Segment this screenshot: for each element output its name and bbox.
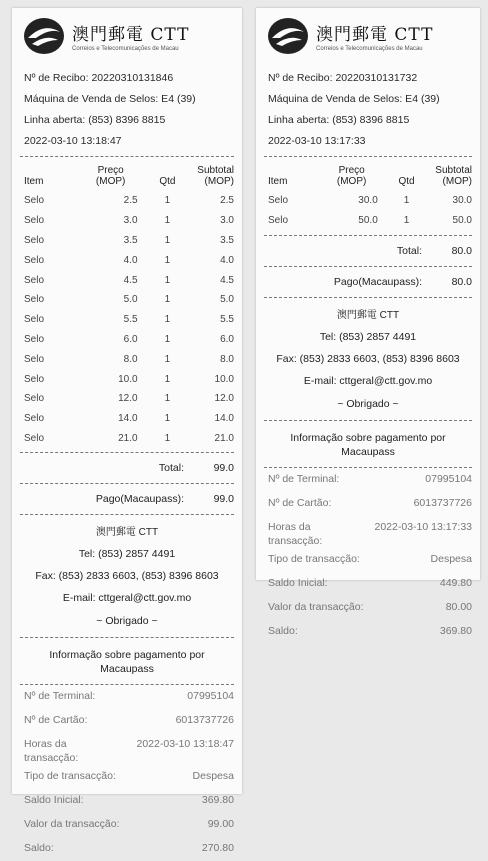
row-price: 30.0 bbox=[358, 195, 378, 207]
items-table bbox=[12, 161, 242, 448]
ctt-logo bbox=[12, 8, 242, 60]
table-row bbox=[12, 349, 242, 369]
total-row bbox=[256, 240, 480, 262]
row-qty: 1 bbox=[164, 215, 171, 227]
row-price: 21.0 bbox=[118, 432, 138, 444]
row-qty: 1 bbox=[164, 432, 171, 444]
card-label: Nº de Cartão: bbox=[268, 496, 332, 509]
table-header bbox=[256, 161, 480, 191]
receipt-info bbox=[12, 60, 242, 152]
row-item: Selo bbox=[24, 215, 45, 227]
table-row bbox=[12, 330, 242, 350]
row-subtotal: 3.0 bbox=[220, 215, 234, 227]
row-price: 6.0 bbox=[123, 333, 138, 345]
header-price: Preço (MOP) bbox=[336, 165, 367, 187]
table-row bbox=[12, 211, 242, 231]
header-price: Preço (MOP) bbox=[95, 165, 126, 187]
row-subtotal: 4.0 bbox=[220, 254, 234, 266]
time-value: 2022-03-10 13:18:47 bbox=[136, 738, 234, 751]
card-row bbox=[12, 713, 242, 733]
row-qty: 1 bbox=[403, 215, 410, 227]
ctt-logo bbox=[256, 8, 480, 60]
company-tel: Tel: (853) 2857 4491 bbox=[319, 330, 417, 343]
receipt-number: Nº de Recibo: 20220310131846 bbox=[24, 72, 174, 84]
table-row bbox=[12, 290, 242, 310]
hotline: Linha aberta: (853) 8396 8815 bbox=[24, 114, 166, 126]
row-qty: 1 bbox=[164, 393, 171, 405]
receipt-info bbox=[256, 60, 480, 152]
company-email: E-mail: cttgeral@ctt.gov.mo bbox=[62, 592, 192, 605]
row-price: 5.5 bbox=[123, 314, 138, 326]
header-item: Item bbox=[24, 176, 44, 187]
row-qty: 1 bbox=[164, 413, 171, 425]
terminal-label: Nº de Terminal: bbox=[268, 472, 340, 485]
terminal-row bbox=[12, 689, 242, 709]
terminal-label: Nº de Terminal: bbox=[24, 690, 96, 703]
receipt-2 bbox=[256, 8, 480, 637]
table-row bbox=[12, 369, 242, 389]
row-price: 12.0 bbox=[118, 393, 138, 405]
hotline: Linha aberta: (853) 8396 8815 bbox=[268, 114, 410, 126]
row-price: 4.5 bbox=[123, 274, 138, 286]
row-item: Selo bbox=[24, 294, 45, 306]
balance-value: 369.80 bbox=[439, 624, 472, 637]
thanks-message: ~ Obrigado ~ bbox=[337, 397, 399, 410]
row-subtotal: 5.0 bbox=[220, 294, 234, 306]
type-label: Tipo de transacção: bbox=[268, 552, 360, 565]
row-subtotal: 5.5 bbox=[220, 314, 234, 326]
paid-row bbox=[256, 271, 480, 293]
amount-value: 80.00 bbox=[445, 600, 472, 613]
table-row bbox=[12, 270, 242, 290]
receipt-1 bbox=[12, 8, 242, 855]
row-subtotal: 30.0 bbox=[452, 195, 472, 207]
amount-label: Valor da transacção: bbox=[24, 818, 120, 831]
initial-balance-value: 449.80 bbox=[439, 576, 472, 589]
row-item: Selo bbox=[24, 432, 45, 444]
row-item: Selo bbox=[24, 413, 45, 425]
table-row bbox=[12, 250, 242, 270]
row-qty: 1 bbox=[164, 314, 171, 326]
paid-label: Pago(Macaupass): bbox=[95, 493, 184, 506]
row-subtotal: 2.5 bbox=[220, 195, 234, 207]
row-item: Selo bbox=[24, 373, 45, 385]
balance-row bbox=[256, 624, 480, 644]
total-row bbox=[12, 457, 242, 479]
divider bbox=[264, 420, 472, 421]
company-tel: Tel: (853) 2857 4491 bbox=[78, 548, 176, 561]
row-price: 2.5 bbox=[123, 195, 138, 207]
header-subtotal: Subtotal (MOP) bbox=[435, 165, 472, 187]
time-label: Horas da transacção: bbox=[24, 738, 79, 765]
company-email: E-mail: cttgeral@ctt.gov.mo bbox=[303, 374, 433, 387]
row-subtotal: 3.5 bbox=[220, 234, 234, 246]
initial-balance-label: Saldo Inicial: bbox=[24, 794, 84, 807]
row-price: 14.0 bbox=[118, 413, 138, 425]
row-item: Selo bbox=[268, 215, 289, 227]
divider bbox=[20, 514, 234, 515]
table-row bbox=[12, 310, 242, 330]
time-label: Horas da transacção: bbox=[268, 520, 323, 547]
divider bbox=[264, 297, 472, 298]
paid-value: 80.0 bbox=[451, 275, 472, 288]
row-item: Selo bbox=[24, 234, 45, 246]
ctt-emblem-icon bbox=[22, 16, 66, 56]
payment-info-title: Informação sobre pagamento por Macaupass bbox=[49, 649, 205, 676]
thanks-message: ~ Obrigado ~ bbox=[96, 615, 158, 628]
row-item: Selo bbox=[24, 393, 45, 405]
row-qty: 1 bbox=[164, 294, 171, 306]
table-row bbox=[12, 409, 242, 429]
amount-label: Valor da transacção: bbox=[268, 600, 364, 613]
table-header bbox=[12, 161, 242, 191]
paid-row bbox=[12, 488, 242, 510]
card-label: Nº de Cartão: bbox=[24, 714, 88, 727]
row-item: Selo bbox=[24, 314, 45, 326]
time-value: 2022-03-10 13:17:33 bbox=[374, 520, 472, 533]
brand-subtitle: Correios e Telecomunicações de Macau bbox=[72, 46, 179, 52]
brand-subtitle: Correios e Telecomunicações de Macau bbox=[316, 46, 423, 52]
paid-value: 99.0 bbox=[213, 493, 234, 506]
amount-row bbox=[12, 817, 242, 837]
row-subtotal: 8.0 bbox=[220, 353, 234, 365]
row-qty: 1 bbox=[164, 373, 171, 385]
row-item: Selo bbox=[24, 353, 45, 365]
row-qty: 1 bbox=[403, 195, 410, 207]
type-label: Tipo de transacção: bbox=[24, 770, 116, 783]
row-subtotal: 4.5 bbox=[220, 274, 234, 286]
row-item: Selo bbox=[24, 254, 45, 266]
table-row bbox=[12, 231, 242, 251]
receipt-number: Nº de Recibo: 20220310131732 bbox=[268, 72, 418, 84]
divider bbox=[20, 684, 234, 685]
card-value: 6013737726 bbox=[413, 496, 472, 509]
row-subtotal: 10.0 bbox=[214, 373, 234, 385]
header-qty: Qtd bbox=[398, 176, 415, 187]
initial-balance-label: Saldo Inicial: bbox=[268, 576, 328, 589]
company-name: 澳門郵電 CTT bbox=[95, 527, 159, 539]
receipt-datetime: 2022-03-10 13:18:47 bbox=[24, 135, 122, 147]
balance-value: 270.80 bbox=[201, 842, 234, 855]
row-item: Selo bbox=[24, 333, 45, 345]
total-value: 99.0 bbox=[213, 462, 234, 475]
divider bbox=[264, 266, 472, 267]
company-fax: Fax: (853) 2833 6603, (853) 8396 8603 bbox=[35, 570, 219, 583]
table-row bbox=[12, 389, 242, 409]
total-label: Total: bbox=[158, 462, 184, 475]
row-subtotal: 21.0 bbox=[214, 432, 234, 444]
type-value: Despesa bbox=[192, 770, 234, 783]
row-qty: 1 bbox=[164, 353, 171, 365]
row-item: Selo bbox=[268, 195, 289, 207]
paid-label: Pago(Macaupass): bbox=[333, 275, 422, 288]
row-qty: 1 bbox=[164, 333, 171, 345]
table-row bbox=[12, 191, 242, 211]
row-price: 50.0 bbox=[358, 215, 378, 227]
initial-balance-value: 369.80 bbox=[201, 794, 234, 807]
balance-label: Saldo: bbox=[268, 624, 298, 637]
balance-row bbox=[12, 841, 242, 861]
divider bbox=[20, 156, 234, 157]
row-qty: 1 bbox=[164, 234, 171, 246]
company-fax: Fax: (853) 2833 6603, (853) 8396 8603 bbox=[276, 352, 460, 365]
row-price: 3.0 bbox=[123, 215, 138, 227]
card-value: 6013737726 bbox=[175, 714, 234, 727]
type-value: Despesa bbox=[430, 552, 472, 565]
ctt-emblem-icon bbox=[266, 16, 310, 56]
row-subtotal: 50.0 bbox=[452, 215, 472, 227]
terminal-row bbox=[256, 472, 480, 492]
amount-value: 99.00 bbox=[207, 818, 234, 831]
type-row bbox=[12, 769, 242, 789]
table-row bbox=[12, 429, 242, 449]
table-row bbox=[256, 211, 480, 231]
machine-id: Máquina de Venda de Selos: E4 (39) bbox=[268, 93, 440, 105]
divider bbox=[20, 483, 234, 484]
header-subtotal: Subtotal (MOP) bbox=[197, 165, 234, 187]
divider bbox=[20, 452, 234, 453]
row-price: 3.5 bbox=[123, 234, 138, 246]
balance-label: Saldo: bbox=[24, 842, 54, 855]
row-qty: 1 bbox=[164, 195, 171, 207]
header-item: Item bbox=[268, 176, 288, 187]
row-subtotal: 12.0 bbox=[214, 393, 234, 405]
company-name: 澳門郵電 CTT bbox=[336, 309, 400, 321]
row-item: Selo bbox=[24, 195, 45, 207]
receipt-datetime: 2022-03-10 13:17:33 bbox=[268, 135, 366, 147]
card-row bbox=[256, 496, 480, 516]
time-row bbox=[256, 520, 480, 548]
divider bbox=[264, 235, 472, 236]
divider bbox=[264, 156, 472, 157]
items-table bbox=[256, 161, 480, 231]
row-qty: 1 bbox=[164, 254, 171, 266]
divider bbox=[264, 467, 472, 468]
time-row bbox=[12, 737, 242, 765]
terminal-value: 07995104 bbox=[187, 690, 234, 703]
payment-info-title: Informação sobre pagamento por Macaupass bbox=[290, 431, 446, 458]
divider bbox=[20, 637, 234, 638]
amount-row bbox=[256, 600, 480, 620]
brand-title: 澳門郵電 CTT bbox=[316, 25, 434, 45]
row-item: Selo bbox=[24, 274, 45, 286]
row-qty: 1 bbox=[164, 274, 171, 286]
type-row bbox=[256, 552, 480, 572]
machine-id: Máquina de Venda de Selos: E4 (39) bbox=[24, 93, 196, 105]
total-label: Total: bbox=[396, 244, 422, 257]
total-value: 80.0 bbox=[451, 244, 472, 257]
brand-title: 澳門郵電 CTT bbox=[72, 25, 190, 45]
row-subtotal: 6.0 bbox=[220, 333, 234, 345]
row-subtotal: 14.0 bbox=[214, 413, 234, 425]
header-qty: Qtd bbox=[159, 176, 176, 187]
initial-balance-row bbox=[12, 793, 242, 813]
row-price: 5.0 bbox=[123, 294, 138, 306]
row-price: 4.0 bbox=[123, 254, 138, 266]
initial-balance-row bbox=[256, 576, 480, 596]
row-price: 8.0 bbox=[123, 353, 138, 365]
terminal-value: 07995104 bbox=[425, 472, 472, 485]
table-row bbox=[256, 191, 480, 211]
row-price: 10.0 bbox=[118, 373, 138, 385]
